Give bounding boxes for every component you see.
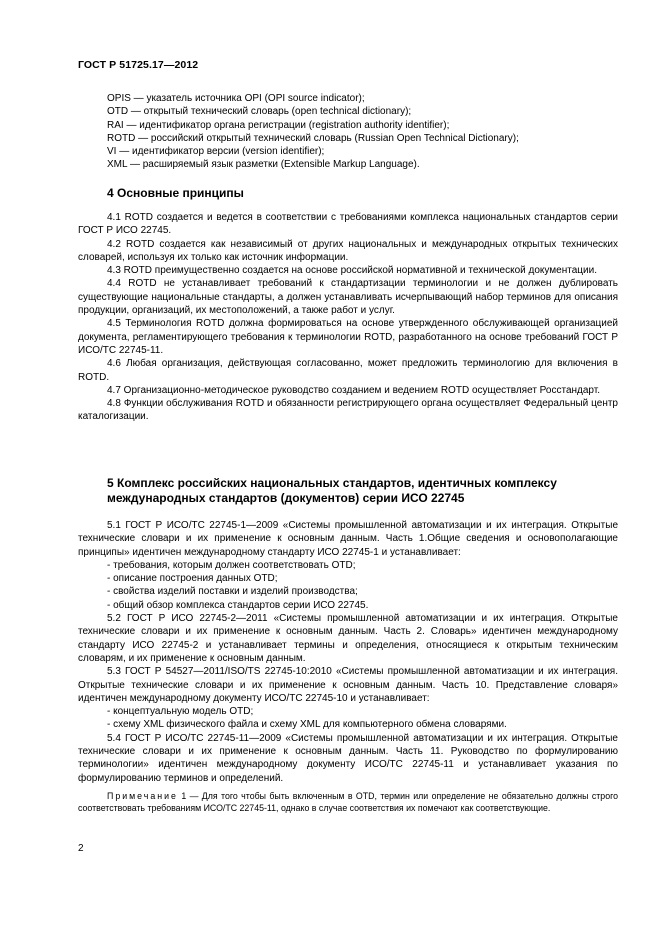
paragraph: 5.2 ГОСТ Р ИСО 22745-2—2011 «Системы промышленной автоматизации и их интеграция. Открытые технические словари и их применение к основным данным. Часть 2. Словарь» идентичен международному стандарту ИСО 22745-2 и устанавливает термины и определения, относящиеся к открытым техническим словарям, и их применение к основным данным. [78, 613, 618, 664]
abbreviation-list [107, 92, 627, 172]
paragraph: 5.3 ГОСТ Р 54527—2011/ISO/TS 22745-10:2010 «Системы промышленной автоматизации и их интеграция. Открытые технические словари и их применение к основным данным. Часть 10. Представление словаря» идентичен международному документу ИСО/ТС 22745-10 и устанавливает: [78, 666, 618, 704]
paragraph: 4.2 ROTD создается как независимый от других национальных и международных открытых технических словарей, используя их только как источник информации. [78, 238, 618, 263]
note [78, 791, 618, 814]
paragraph: 4.5 Терминология ROTD должна формироваться на основе утвержденного обслуживающей организацией документа, регламентирующего требования к терминологии ROTD, разработанного на основе требований ГОСТ Р ИСО/ТС 22745-11. [78, 318, 618, 356]
list-item: - общий обзор комплекса стандартов серии ИСО 22745. [107, 599, 369, 611]
paragraph: 4.8 Функции обслуживания ROTD и обязанности регистрирующего органа осуществляет Федеральный центр каталогизации. [78, 398, 618, 423]
paragraph: 4.7 Организационно-методическое руководство созданием и ведением ROTD осуществляет Росстандарт. [107, 384, 601, 396]
paragraph: 5.4 ГОСТ Р ИСО/ТС 22745-11—2009 «Системы промышленной автоматизации и их интеграция. Открытые технические словари и их применение к основным данным. Часть 11. Руководство по формулированию терминологии» идентичен международному документу ИСО/ТС 22745-11 и устанавливает указания по формулированию терминов и определений. [78, 732, 618, 784]
list-item: - свойства изделий поставки и изделий производства; [107, 586, 358, 598]
abbreviation-item: ROTD — российский открытый технический словарь (Russian Open Technical Dictionary); [107, 132, 519, 144]
abbreviation-item: RAI — идентификатор органа регистрации (registration authority identifier); [107, 119, 450, 131]
list-item: - концептуальную модель OTD; [107, 706, 254, 718]
paragraph: 4.4 ROTD не устанавливает требований к стандартизации терминологии и не должен дублировать существующие национальные стандарты, а должен устанавливать исчерпывающий набор терминов для описания продукции, организаций, их местоположений, а также работ и услуг. [78, 278, 618, 317]
section-5-body [78, 519, 618, 814]
standard-header: ГОСТ Р 51725.17—2012 [78, 59, 199, 71]
paragraph: 4.1 ROTD создается и ведется в соответствии с требованиями комплекса национальных стандартов серии ГОСТ Р ИСО 22745. [78, 212, 618, 237]
abbreviation-item: OPIS — указатель источника OPI (OPI source indicator); [107, 93, 365, 104]
section-4-heading: 4 Основные принципы [107, 186, 244, 200]
page-number: 2 [78, 843, 84, 854]
paragraph: 4.6 Любая организация, действующая согласованно, может предложить терминологию для включения в ROTD. [78, 358, 618, 383]
section-5-heading: 5 Комплекс российских национальных стандартов, идентичных комплексу международных стандартов (документов) серии ИСО 22745 [107, 476, 557, 505]
list-item: - описание построения данных OTD; [107, 573, 278, 585]
section-4-body [78, 211, 618, 424]
note-label: Примечание [107, 790, 178, 801]
paragraph: 4.3 ROTD преимущественно создается на основе российской нормативной и технической документации. [107, 265, 597, 277]
abbreviation-item: OTD — открытый технический словарь (open technical dictionary); [107, 106, 412, 118]
paragraph: 5.1 ГОСТ Р ИСО/ТС 22745-1—2009 «Системы промышленной автоматизации и их интеграция. Открытые технические словари и их применение к основным данным. Часть 1.Общие сведения и основополагающие принципы» идентичен международному стандарту ИСО 22745-1 и устанавливает: [78, 520, 618, 558]
note-text: 1 — Для того чтобы быть включенным в OTD, термин или определение не обязательно должны строго соответствовать требованиям ИСО/ТС 22745-11, однако в случае соответствия их помечают как соответствующие. [78, 790, 618, 813]
abbreviation-item: XML — расширяемый язык разметки (Extensible Markup Language). [107, 159, 420, 171]
abbreviation-item: VI — идентификатор версии (version identifier); [107, 146, 325, 158]
list-item: - требования, которым должен соответствовать OTD; [107, 559, 356, 571]
list-item: - схему XML физического файла и схему XML для компьютерного обмена словарями. [107, 719, 507, 731]
